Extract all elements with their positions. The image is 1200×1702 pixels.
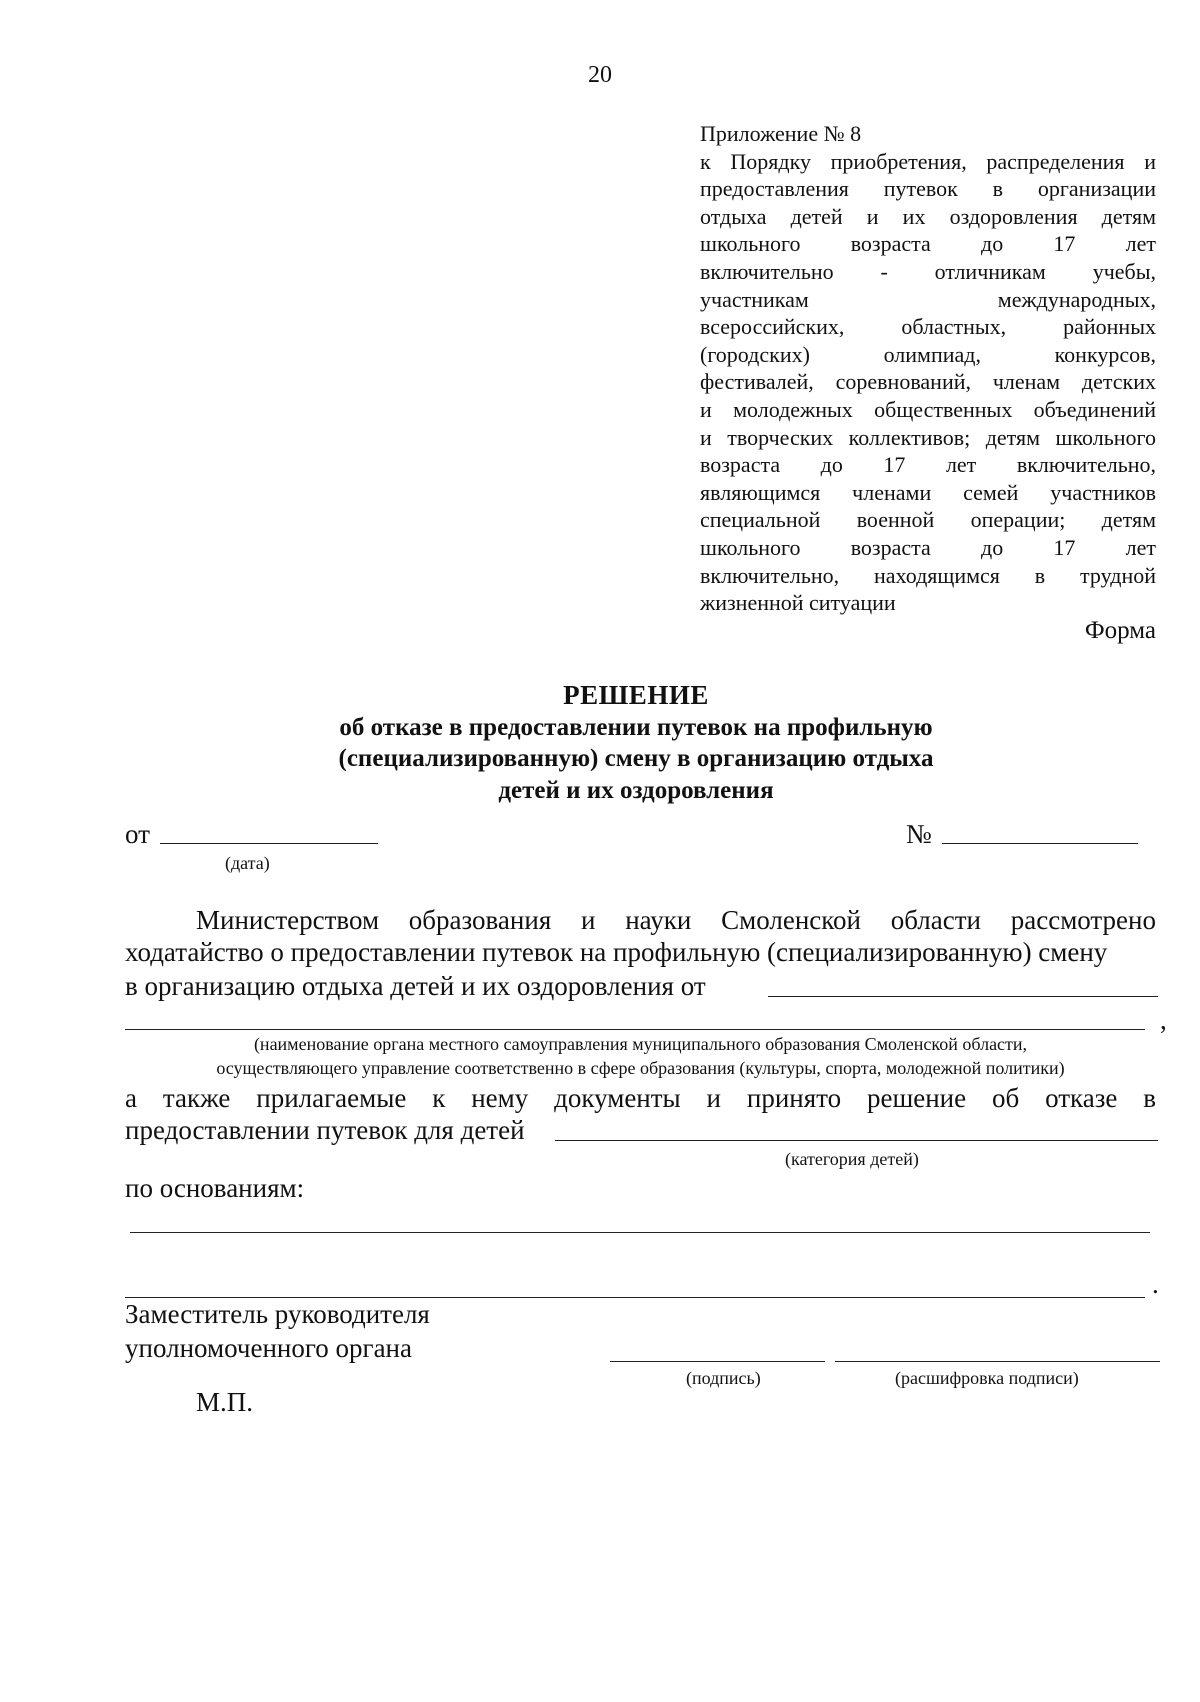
applicant-field-line[interactable] xyxy=(768,996,1158,997)
category-caption: (категория детей) xyxy=(785,1149,919,1169)
appendix-line: предоставления путевок в организации xyxy=(700,176,1156,202)
signatory-position: уполномоченного органа xyxy=(125,1333,412,1363)
appendix-block xyxy=(700,120,1156,617)
number-label: № xyxy=(906,819,932,849)
grounds-field-line[interactable] xyxy=(130,1232,1150,1233)
appendix-line: школьного возраста до 17 лет xyxy=(700,231,1156,257)
appendix-line: фестивалей, соревнований, членам детских xyxy=(700,369,1156,395)
appendix-line: возраста до 17 лет включительно, xyxy=(700,452,1156,478)
form-label: Форма xyxy=(1084,617,1156,644)
authority-caption: осуществляющего управление соответственно в сфере образования (культуры, спорта, молодежной политики) xyxy=(216,1058,1065,1078)
appendix-line: (городских) олимпиад, конкурсов, xyxy=(700,341,1156,367)
period-mark: . xyxy=(1152,1269,1159,1299)
decision-title: РЕШЕНИЕ xyxy=(563,680,709,710)
signature-decoding-field-line[interactable] xyxy=(835,1361,1160,1362)
grounds-label: по основаниям: xyxy=(125,1173,305,1203)
appendix-line: всероссийских, областных, районных xyxy=(700,314,1156,340)
appendix-line: включительно - отличникам учебы, xyxy=(700,258,1156,284)
appendix-line: являющимся членами семей участников xyxy=(700,479,1156,505)
body-line: Министерством образования и науки Смоленской области рассмотрено xyxy=(196,905,1156,935)
body-line: предоставлении путевок для детей xyxy=(125,1115,525,1145)
date-field-line[interactable] xyxy=(160,843,378,844)
page-number: 20 xyxy=(588,62,612,88)
appendix-line: специальной военной операции; детям xyxy=(700,507,1156,533)
appendix-line: включительно, находящимся в трудной xyxy=(700,562,1156,588)
category-field-line[interactable] xyxy=(555,1140,1158,1141)
body-line: а также прилагаемые к нему документы и принято решение об отказе в xyxy=(125,1083,1156,1113)
from-label: от xyxy=(125,819,150,849)
date-caption: (дата) xyxy=(225,853,270,873)
signature-field-line[interactable] xyxy=(610,1361,825,1362)
decision-subtitle-line: (специализированную) смену в организацию отдыха xyxy=(338,745,934,772)
decision-subtitle-line: об отказе в предоставлении путевок на профильную xyxy=(339,713,933,741)
decision-subtitle-line: детей и их оздоровления xyxy=(498,776,774,804)
comma-mark: , xyxy=(1160,1005,1167,1035)
decision-heading xyxy=(0,680,1200,806)
appendix-line: жизненной ситуации xyxy=(700,590,896,616)
body-line: ходатайство о предоставлении путевок на профильную (специализированную) смену xyxy=(125,937,1108,967)
appendix-line: и молодежных общественных объединений xyxy=(700,396,1156,422)
signature-decoding-caption: (расшифровка подписи) xyxy=(895,1368,1079,1388)
authority-field-line[interactable] xyxy=(125,1029,1145,1030)
signature-caption: (подпись) xyxy=(686,1368,761,1388)
appendix-title: Приложение № 8 xyxy=(700,121,862,146)
appendix-line: и творческих коллективов; детям школьного xyxy=(700,424,1156,450)
body-line: в организацию отдыха детей и их оздоровления от xyxy=(125,971,706,1001)
signatory-position: Заместитель руководителя xyxy=(125,1299,430,1329)
seal-label: М.П. xyxy=(196,1387,254,1417)
appendix-line: к Порядку приобретения, распределения и xyxy=(700,148,1156,174)
appendix-line: школьного возраста до 17 лет xyxy=(700,534,1156,560)
appendix-line: участникам международных, xyxy=(700,286,1156,312)
appendix-line: отдыха детей и их оздоровления детям xyxy=(700,203,1156,229)
authority-caption: (наименование органа местного самоуправления муниципального образования Смоленской области, xyxy=(253,1034,1028,1054)
number-field-line[interactable] xyxy=(942,843,1138,844)
